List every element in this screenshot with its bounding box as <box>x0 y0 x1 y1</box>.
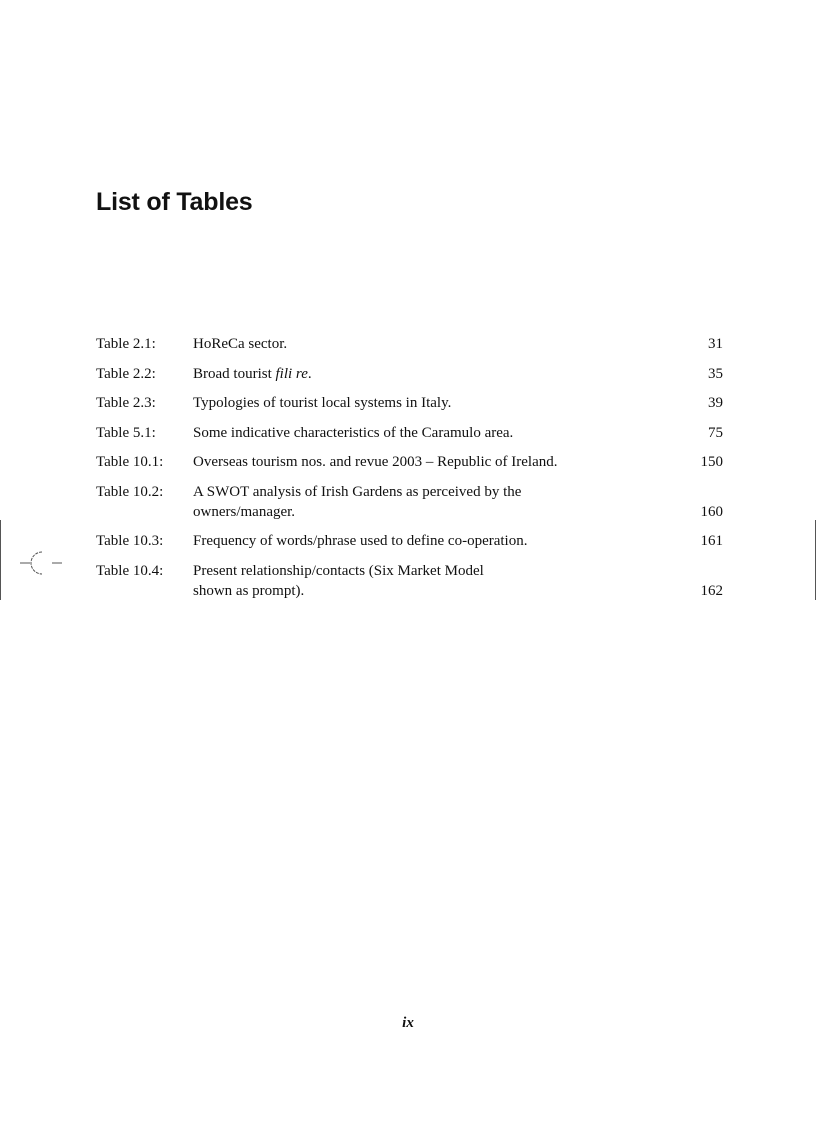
table-label: Table 5.1: <box>96 424 156 441</box>
caption-line: Typologies of tourist local systems in Italy. <box>193 395 452 411</box>
toc-entry <box>96 364 723 384</box>
caption-line: Some indicative characteristics of the Caramulo area. <box>193 424 514 441</box>
caption-italic-term: fili re <box>275 365 308 382</box>
caption-line: HoReCa sector. <box>193 336 288 352</box>
table-label: Table 10.4: <box>96 562 164 579</box>
toc-entry <box>96 531 723 551</box>
table-label: Table 2.1: <box>96 336 156 352</box>
toc-entry <box>96 393 723 413</box>
caption-line: Frequency of words/phrase used to define co-operation. <box>193 533 528 549</box>
table-caption <box>193 393 663 413</box>
page-number: 160 <box>700 503 723 520</box>
table-caption <box>193 334 663 354</box>
toc-entry <box>96 561 723 601</box>
toc-entry <box>96 423 723 443</box>
page-number: 150 <box>700 454 723 470</box>
table-caption <box>193 561 663 601</box>
caption-line <box>193 364 663 384</box>
table-caption <box>193 364 663 384</box>
table-caption <box>193 531 663 551</box>
table-caption <box>193 452 663 472</box>
page-number: 39 <box>708 395 723 411</box>
table-label: Table 10.1: <box>96 454 164 470</box>
caption-line: owners/manager. <box>193 503 296 520</box>
toc-entry <box>96 482 723 522</box>
caption-line: Present relationship/contacts (Six Market Model <box>193 562 484 579</box>
caption-line: Overseas tourism nos. and revue 2003 – Republic of Ireland. <box>193 454 558 470</box>
caption-line: A SWOT analysis of Irish Gardens as perceived by the <box>193 483 522 500</box>
table-label: Table 10.2: <box>96 483 164 500</box>
table-caption <box>193 423 663 443</box>
crop-mark-left <box>0 520 1 600</box>
list-of-tables <box>96 334 723 610</box>
page-number: 161 <box>700 533 723 549</box>
registration-mark-icon <box>18 548 64 578</box>
page-number: 31 <box>708 336 723 352</box>
table-caption <box>193 482 663 522</box>
table-label: Table 10.3: <box>96 533 164 549</box>
page-number: 162 <box>700 582 723 599</box>
toc-entry <box>96 334 723 354</box>
page-heading: List of Tables <box>96 188 253 216</box>
caption-text: . <box>307 365 312 382</box>
page-number: 75 <box>708 424 723 441</box>
table-label: Table 2.3: <box>96 395 156 411</box>
caption-line: shown as prompt). <box>193 582 305 599</box>
caption-text: Broad tourist <box>193 365 276 382</box>
table-label: Table 2.2: <box>96 365 156 382</box>
page-folio: ix <box>402 1015 414 1031</box>
page-number: 35 <box>708 365 723 382</box>
toc-entry <box>96 452 723 472</box>
